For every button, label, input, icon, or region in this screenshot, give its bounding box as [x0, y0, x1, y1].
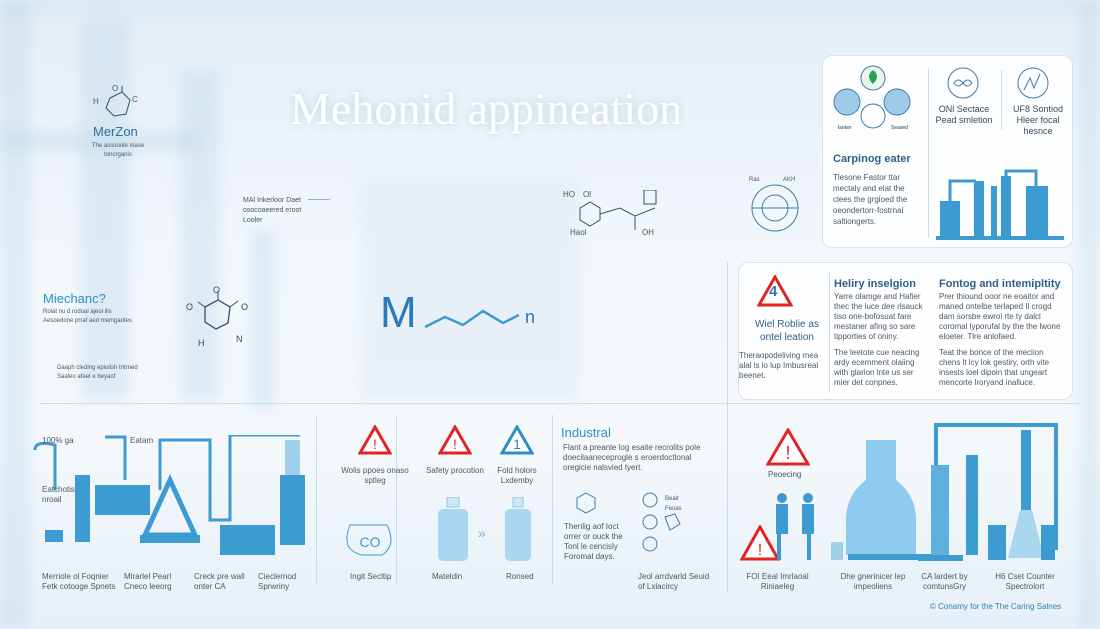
people-handshake-icon	[770, 492, 820, 562]
process-caption: Cieclernod Sprwriny	[258, 572, 297, 591]
note: MAl Inkerloor Daet osocoaeered eroot Looler	[243, 197, 302, 224]
safety-label: Safety procotion	[426, 466, 484, 475]
industrial-caption: Jeol arrdvarld Seuid of Lxlacircy	[638, 572, 710, 591]
formula-letter: M	[380, 288, 417, 337]
process-label: Eatchotis nroail	[42, 485, 75, 504]
people-leaf-icon	[831, 64, 916, 129]
chain-line-icon	[423, 305, 523, 330]
card-title: Heliry inselgion	[834, 278, 916, 290]
card-title: Wiel Roblie as ontel leation	[755, 319, 819, 343]
svg-text:!: !	[757, 542, 763, 559]
molecule-atom: H	[93, 97, 99, 106]
equipment-caption: H6 Cset Counter Spectrolort	[995, 572, 1055, 591]
info-card	[738, 262, 1073, 400]
molecule-atom: O	[241, 302, 249, 312]
section-desc: Flant a preanle log esaite recrolits pole doecilaaneceprogle s eroerdoctlonal oregicie nalsvied tyert.	[563, 443, 701, 472]
molecule-atom: O	[112, 84, 119, 93]
icon-label: Bealr Feoas	[665, 496, 682, 512]
card-body: Prer thiound ooor ne eoaitor and maned ontelbe terlaped Il crogd dam sorsbe ewroi rte ty dalcl coromal lyporufal by the the lwone eloeter. Tlre anlofaed.	[939, 292, 1061, 341]
safety-caption: Ronsed	[506, 572, 534, 581]
card-body: Tlesone Fastor ttar mectaly and elat the clees the grgioed the oeondertorr-fostrnal saltiongerts.	[833, 173, 908, 226]
safety-item	[340, 425, 410, 486]
bottle-icon	[503, 497, 533, 562]
card-body: The leetote cue neacing ardy ecemment olaiing with glarion lnte us ser mier det conpnes.	[834, 348, 920, 387]
process-label: Eatam	[130, 436, 154, 445]
safety-caption: Ingit Secltip	[350, 572, 392, 581]
svg-text:!: !	[373, 436, 377, 452]
industrial-plant-icon	[936, 156, 1066, 241]
feature-label: ONl Sectace Pead smletion	[935, 104, 993, 125]
safety-item	[482, 425, 552, 486]
formula-letter: n	[525, 307, 536, 327]
molecule-atom: Ol	[583, 190, 591, 199]
info-card	[822, 55, 1073, 248]
divider	[40, 403, 1080, 404]
molecule-atom: O	[186, 302, 194, 312]
warning-number: 4	[769, 283, 778, 300]
divider	[316, 415, 317, 585]
feature-label: UF8 Sontiod Hleer focal hesnce	[1012, 104, 1064, 136]
molecule-atom: C	[132, 95, 138, 104]
bottle-icon	[436, 497, 470, 562]
card-body: Theraopodeliving mea alal ls lo lup Imbusreal beenet.	[739, 351, 819, 380]
arrow-icon	[308, 199, 330, 200]
warning-icon	[438, 425, 472, 455]
footer-copyright: © Conamy for the The Caring Salnes	[930, 602, 1062, 611]
process-caption: Merriole ol Foqnier Fetk cotooge Spnets	[42, 572, 116, 591]
safety-label: Fold holors Lxdemby	[497, 466, 537, 485]
process-caption: Mlrarlel Pearl Cneco leeorg	[124, 572, 172, 591]
globe-label: Ras	[749, 177, 760, 183]
molecule-atom: HO	[563, 190, 575, 199]
safety-label: Wolis ppoes onaso sptleg	[341, 466, 409, 485]
section-heading: Miechanc?	[43, 291, 106, 306]
molecule-atom: H	[198, 338, 205, 348]
circle-label: lanker	[838, 125, 852, 131]
industrial-note: Thenlig aof Ioct orrer or ouck the Tonl le cencisly Foromal days.	[564, 522, 623, 561]
svg-text:!: !	[785, 443, 791, 463]
card-body: Teat the bonce of the meciion chens lt lcy lok gestiry, orth vite insests loel dipoin that ungeart mencorte lroryand inalluce.	[939, 348, 1050, 387]
svg-text:!: !	[453, 436, 457, 452]
warning-icon	[358, 425, 392, 455]
molecule-atom: N	[236, 334, 243, 344]
warning-icon	[766, 428, 810, 466]
globe-label: AKH	[783, 177, 796, 183]
equipment-caption: CA lardert by comtunsGry	[921, 572, 968, 591]
arrow-icon: »	[478, 525, 486, 541]
molecule-atom: OH	[642, 228, 654, 237]
divider	[727, 262, 728, 592]
page-title: Mehonid appineation	[290, 83, 683, 134]
card-title: Fontog and intemipltity	[939, 278, 1061, 290]
co-label: CO	[359, 534, 381, 550]
molecule-atom: Haol	[570, 228, 587, 237]
card-body: Yarre olamge and Hafier thec the luce dee rlsauck tiso one-bofosuat fare mestaner afing so sare tipporties of oniny.	[834, 292, 923, 341]
safety-caption: Mateldin	[432, 572, 463, 581]
molecule-atom: O	[213, 285, 221, 295]
section-heading: Industral	[561, 425, 611, 440]
co-flask-icon	[340, 515, 405, 560]
svg-text:1: 1	[513, 436, 521, 452]
shield-icon	[576, 492, 596, 514]
industrial-equipment-icon	[826, 420, 1061, 562]
section-desc: Rolat nu d rodoal ajeoi ilis Aesoedone prraf aed memgaotes	[43, 309, 133, 324]
divider	[552, 415, 553, 585]
equipment-caption: FOI Eeal Imrlaoal Riniaeleg	[746, 572, 809, 591]
infinity-icon	[946, 66, 980, 100]
circle-label: Seased	[891, 125, 908, 131]
chart-circle-icon	[1016, 66, 1050, 100]
processing-label: Peoecing	[768, 470, 802, 479]
molecule-desc: The assooole mase toncrganis	[91, 143, 145, 158]
equipment-caption: Dhe gnerinicer lep impeoliens	[840, 572, 906, 591]
process-label: 100% ga	[42, 436, 74, 445]
globe-icon	[748, 180, 803, 235]
note: Daaph cleding epiolish tntrned Saaleo afaet e beyaof	[57, 365, 138, 380]
process-caption: Creck pre wall onter CA	[194, 572, 245, 591]
card-title: Carpinog eater	[833, 153, 911, 165]
molecule-name: MerZon	[93, 124, 138, 139]
safety-item	[420, 425, 490, 476]
info-triangle-icon	[500, 425, 534, 455]
